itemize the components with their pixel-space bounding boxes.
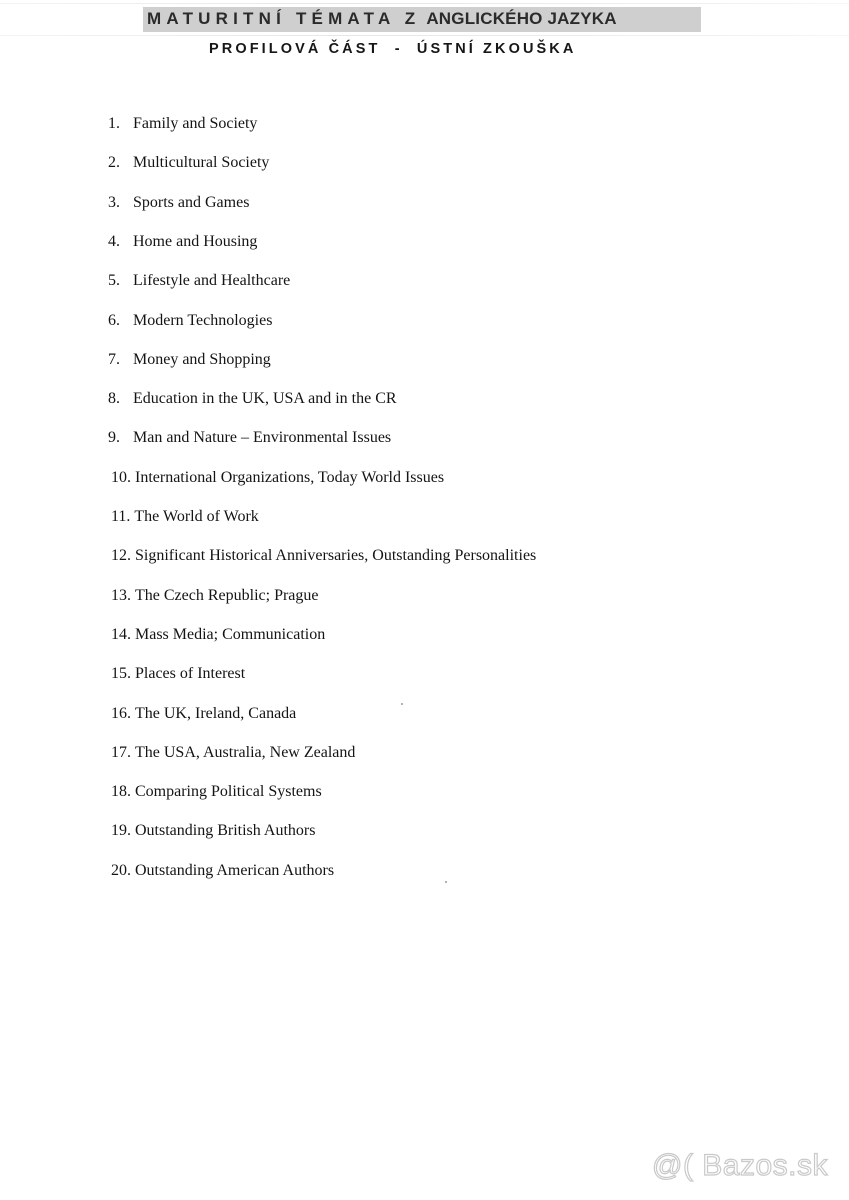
topic-text: Family and Society	[133, 115, 258, 132]
topic-item	[108, 232, 257, 252]
topic-item	[111, 743, 355, 763]
topic-number: 2.	[108, 154, 120, 171]
topic-item	[108, 114, 257, 134]
topic-number: 14.	[111, 626, 131, 643]
topic-item	[111, 704, 296, 724]
topic-text: Mass Media; Communication	[135, 626, 326, 643]
topic-item	[108, 271, 290, 291]
topic-item	[111, 468, 444, 488]
topic-number: 17.	[111, 744, 131, 761]
scan-line-top	[0, 3, 849, 4]
topic-text: Modern Technologies	[133, 312, 273, 329]
topic-text: Places of Interest	[135, 665, 246, 682]
topic-text: The World of Work	[134, 508, 259, 525]
topic-item	[111, 821, 315, 841]
topic-number: 10.	[111, 469, 131, 486]
topic-number: 20.	[111, 862, 131, 879]
topic-number: 7.	[108, 351, 120, 368]
scan-line-mid	[0, 35, 849, 36]
topic-text: Lifestyle and Healthcare	[133, 272, 291, 289]
topic-number: 9.	[108, 429, 120, 446]
topic-text: Significant Historical Anniversaries, Outstanding Personalities	[135, 547, 537, 564]
topic-item	[111, 782, 322, 802]
page-subtitle: PROFILOVÁ ČÁST - ÚSTNÍ ZKOUŠKA	[209, 41, 577, 57]
topic-text: Comparing Political Systems	[135, 783, 322, 800]
topic-number: 3.	[108, 194, 120, 211]
topic-item	[111, 861, 334, 881]
topic-number: 13.	[111, 587, 131, 604]
topic-number: 4.	[108, 233, 120, 250]
topic-text: The Czech Republic; Prague	[135, 587, 319, 604]
topic-text: Outstanding American Authors	[135, 862, 335, 879]
topic-item	[111, 586, 319, 606]
topic-number: 5.	[108, 272, 120, 289]
topic-item	[108, 193, 249, 213]
topic-text: Home and Housing	[133, 233, 258, 250]
topic-number: 16.	[111, 705, 131, 722]
watermark-logo: @( Bazos.sk	[652, 1149, 828, 1182]
topic-item	[111, 546, 536, 566]
topic-number: 8.	[108, 390, 120, 407]
topic-item	[111, 507, 259, 527]
topic-number: 12.	[111, 547, 131, 564]
topic-item	[108, 389, 397, 409]
topic-text: The UK, Ireland, Canada	[135, 705, 297, 722]
topic-number: 6.	[108, 312, 120, 329]
topic-text: Man and Nature – Environmental Issues	[133, 429, 392, 446]
scan-speck	[401, 703, 403, 705]
topic-item	[108, 311, 272, 331]
page-title	[147, 9, 617, 29]
topic-number: 18.	[111, 783, 131, 800]
topic-text: Education in the UK, USA and in the CR	[133, 390, 397, 407]
topic-text: Sports and Games	[133, 194, 250, 211]
title-part-2: ANGLICKÉHO JAZYKA	[426, 9, 617, 28]
scan-speck	[445, 881, 447, 883]
topic-item	[108, 350, 271, 370]
topic-number: 15.	[111, 665, 131, 682]
title-part-1: MATURITNÍ TÉMATA Z	[147, 9, 421, 28]
topic-number: 11.	[111, 508, 131, 525]
topic-number: 19.	[111, 822, 131, 839]
topic-item	[111, 664, 245, 684]
topic-text: Money and Shopping	[133, 351, 271, 368]
topic-text: Multicultural Society	[133, 154, 270, 171]
topic-item	[108, 428, 391, 448]
topic-item	[108, 153, 269, 173]
topic-text: The USA, Australia, New Zealand	[135, 744, 356, 761]
topic-text: International Organizations, Today World Issues	[135, 469, 445, 486]
topic-text: Outstanding British Authors	[135, 822, 316, 839]
topic-item	[111, 625, 325, 645]
topic-number: 1.	[108, 115, 120, 132]
